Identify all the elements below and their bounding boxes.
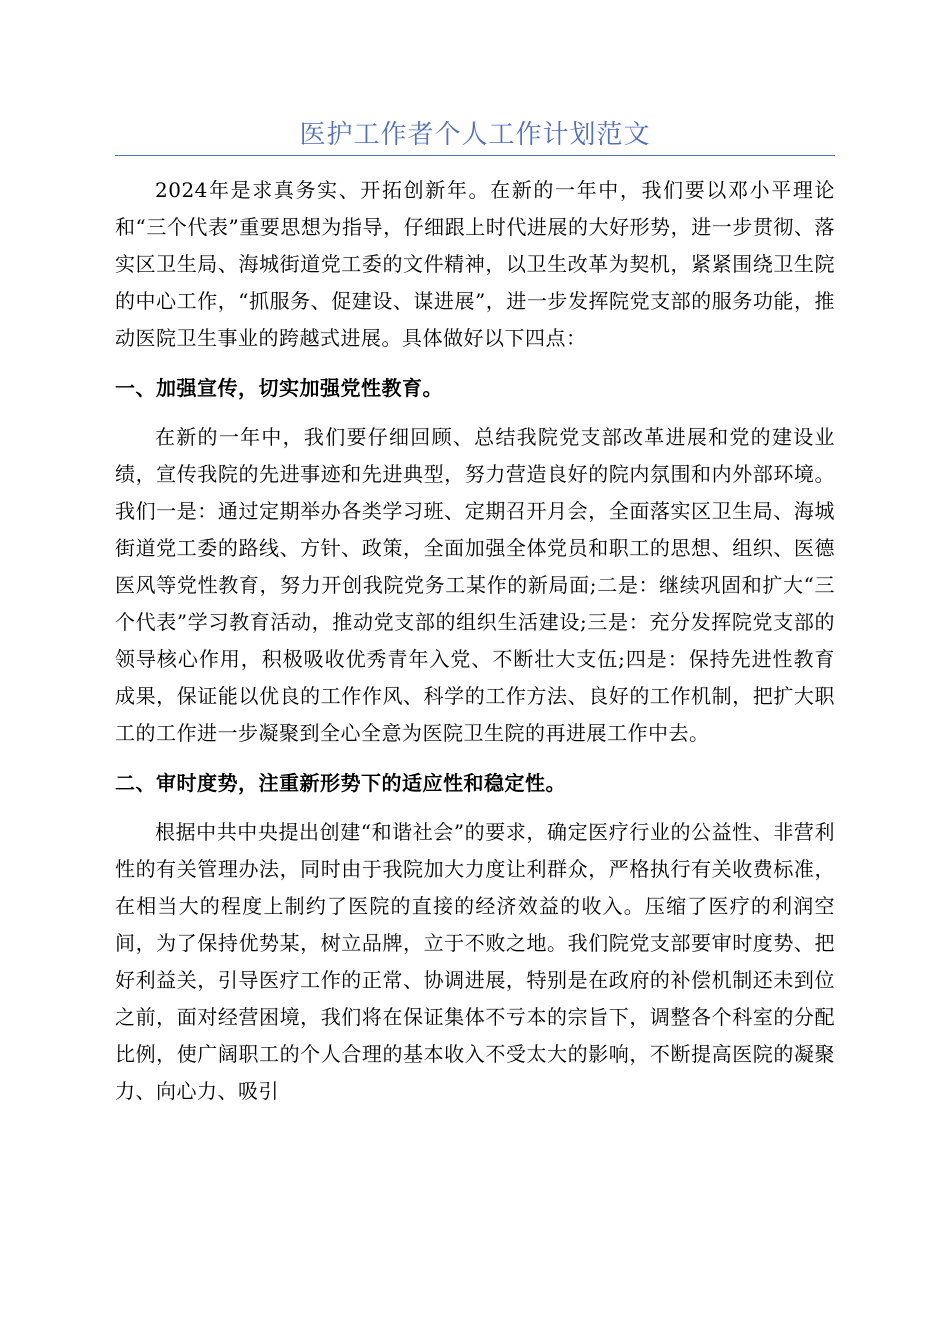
title-underline	[115, 155, 835, 156]
section-heading-2: 二、审时度势，注重新形势下的适应性和稳定性。	[115, 771, 566, 795]
section-paragraph-2: 根据中共中央提出创建“和谐社会”的要求，确定医疗行业的公益性、非营利性的有关管理办法，同时由于我院加大力度让利群众，严格执行有关收费标准，在相当大的程度上制约了医院的直接的经济效益的收入。压缩了医疗的利润空间，为了保持优势某，树立品牌，立于不败之地。我们院党支部要审时度势、把好利益关，引导医疗工作的正常、协调进展，特别是在政府的补偿机制还未到位之前，面对经营困境，我们将在保证集体不亏本的宗旨下，调整各个科室的分配比例，使广阔职工的个人合理的基本收入不受太大的影响，不断提高医院的凝聚力、向心力、吸引	[115, 820, 835, 1103]
section-paragraph-1: 在新的一年中，我们要仔细回顾、总结我院党支部改革进展和党的建设业绩，宣传我院的先进事迹和先进典型，努力营造良好的院内氛围和内外部环境。我们一是：通过定期举办各类学习班、定期召开月会，全面落实区卫生局、海城街道党工委的路线、方针、政策，全面加强全体党员和职工的思想、组织、医德医风等党性教育，努力开创我院党务工某作的新局面;二是：继续巩固和扩大“三个代表”学习教育活动，推动党支部的组织生活建设;三是：充分发挥院党支部的领导核心作用，积极吸收优秀青年入党、不断壮大支伍;四是：保持先进性教育成果，保证能以优良的工作作风、科学的工作方法、良好的工作机制，把扩大职工的工作进一步凝聚到全心全意为医院卫生院的再进展工作中去。	[115, 425, 835, 745]
document-body	[115, 172, 835, 1110]
page-title: 医护工作者个人工作计划范文	[299, 120, 651, 150]
section-heading-1: 一、加强宣传，切实加强党性教育。	[115, 376, 443, 400]
intro-paragraph: 2024年是求真务实、开拓创新年。在新的一年中，我们要以邓小平理论和“三个代表”重要思想为指导，仔细跟上时代进展的大好形势，进一步贯彻、落实区卫生局、海城街道党工委的文件精神，以卫生改革为契机，紧紧围绕卫生院的中心工作，“抓服务、促建设、谋进展”，进一步发挥院党支部的服务功能，推动医院卫生事业的跨越式进展。具体做好以下四点：	[115, 178, 835, 350]
